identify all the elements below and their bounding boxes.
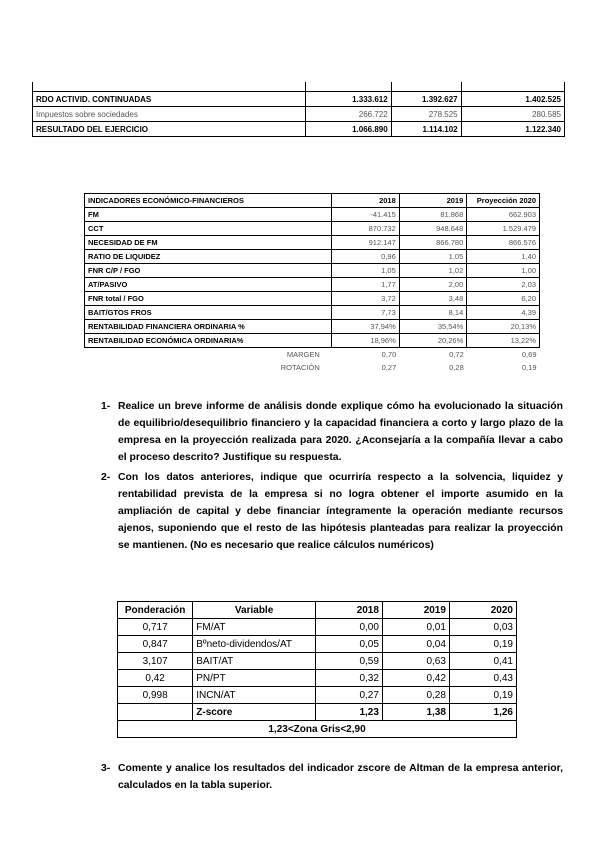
cell-2018: 0,27 — [315, 687, 382, 704]
cell-2019: 0,04 — [382, 636, 449, 653]
header-variable: Variable — [193, 602, 316, 619]
cell-ponderacion: 0,998 — [118, 687, 193, 704]
table-row — [118, 687, 517, 704]
cell-2019: 3,48 — [399, 292, 467, 306]
header-2018: 2018 — [332, 194, 400, 208]
cell-2019: 1,02 — [399, 264, 467, 278]
cell-2020: 0,19 — [449, 636, 516, 653]
cell-2020: 1.402.525 — [461, 92, 564, 107]
row-label: AT/PASIVO — [85, 278, 332, 292]
table-row — [85, 361, 540, 374]
table-row — [118, 653, 517, 670]
cell-2018: 1.333.612 — [305, 92, 391, 107]
header-label: INDICADORES ECONÓMICO-FINANCIEROS — [85, 194, 332, 208]
cell-variable: PN/PT — [193, 670, 316, 687]
header-ponderacion: Ponderación — [118, 602, 193, 619]
table-row — [85, 278, 540, 292]
zone-label: 1,23<Zona Gris<2,90 — [118, 721, 517, 738]
row-label: FM — [85, 208, 332, 222]
question-text: Comente y analice los resultados del indicador zscore de Altman de la empresa anterior, calculados en la tabla superior. — [118, 763, 563, 791]
row-label: RENTABILIDAD ECONÓMICA ORDINARIA% — [85, 334, 332, 348]
row-label: FNR C/P / FGO — [85, 264, 332, 278]
table-row — [85, 320, 540, 334]
cell-variable: INCN/AT — [193, 687, 316, 704]
question-number: 1- — [101, 401, 111, 412]
row-label: ROTACIÓN — [280, 363, 320, 372]
cell-2019: 278.525 — [391, 107, 461, 122]
row-label: RENTABILIDAD FINANCIERA ORDINARIA % — [85, 320, 332, 334]
cell-2019: 1.114.102 — [391, 122, 461, 137]
cell-2018: 0,27 — [381, 363, 397, 372]
table-row — [85, 334, 540, 348]
cell-2019: 20,26% — [399, 334, 467, 348]
cell-2020: 866.576 — [467, 236, 540, 250]
zone-row — [118, 721, 517, 738]
header-2020: Proyección 2020 — [467, 194, 540, 208]
row-label: FNR total / FGO — [85, 292, 332, 306]
question-3 — [101, 760, 563, 796]
results-table — [32, 82, 565, 137]
zscore-label: Z-score — [193, 704, 316, 721]
indicators-table — [84, 193, 540, 374]
zscore-row — [118, 704, 517, 721]
cell-2018: 1.066.890 — [305, 122, 391, 137]
cell-2020: 0,41 — [449, 653, 516, 670]
cell-2018: 0,70 — [381, 350, 397, 359]
cell-2018: -41.415 — [332, 208, 400, 222]
cell-2019: 8,14 — [399, 306, 467, 320]
question-text: Realice un breve informe de análisis donde explique cómo ha evolucionado la situación de equilibrio/desequilibrio financiero y la capacidad financiera a corto y largo plazo de la empresa en la proyección realizada para 2020. ¿Aconsejaría a la compañía llevar a cabo el proceso descrito? Justifique su respuesta. — [118, 401, 563, 463]
cell-2018: 0,96 — [332, 250, 400, 264]
table-row — [85, 348, 540, 362]
cell-2018: 3,72 — [332, 292, 400, 306]
row-label: BAIT/GTOS FROS — [85, 306, 332, 320]
row-label: CCT — [85, 222, 332, 236]
table-header-row — [85, 194, 540, 208]
question-1 — [101, 398, 563, 468]
cell-2019: 1,05 — [399, 250, 467, 264]
cell-2020: 662.903 — [467, 208, 540, 222]
cell-2020: 0,19 — [521, 363, 537, 372]
cell-2018: 0,00 — [315, 619, 382, 636]
cell-2018: 912.147 — [332, 236, 400, 250]
table-row — [33, 122, 565, 137]
table-row — [85, 222, 540, 236]
cell-2019: 0,28 — [449, 363, 464, 372]
cell-2018: 1,77 — [332, 278, 400, 292]
cell-2020: 4,39 — [467, 306, 540, 320]
table-header-row — [118, 602, 517, 619]
question-2 — [101, 469, 563, 555]
cell-2020: 1.122.340 — [461, 122, 564, 137]
cell-2020: 20,13% — [467, 320, 540, 334]
cell-2018: 0,32 — [315, 670, 382, 687]
cell-2019: 866.780 — [399, 236, 467, 250]
cell-2019: 81.868 — [399, 208, 467, 222]
question-text: Con los datos anteriores, indique que ocurriría respecto a la solvencia, liquidez y rentabilidad prevista de la empresa si no logra obtener el importe asumido en la ampliación de capital y debe financiar íntegramente la operación mediante recursos ajenos, suponiendo que el resto de las hipótesis planteadas para realizar la proyección se mantienen. (No es necesario que realice cálculos numéricos) — [118, 472, 563, 551]
table-row — [33, 92, 565, 107]
cell-ponderacion: 0,42 — [118, 670, 193, 687]
zscore-2019: 1,38 — [382, 704, 449, 721]
cell-2019: 0,72 — [449, 350, 464, 359]
cell-2020: 1,40 — [467, 250, 540, 264]
cell-2020: 1,00 — [467, 264, 540, 278]
cell-2020: 0,43 — [449, 670, 516, 687]
cell-2019: 0,28 — [382, 687, 449, 704]
header-2019: 2019 — [382, 602, 449, 619]
table-row — [85, 306, 540, 320]
cell-2019: 35,54% — [399, 320, 467, 334]
table-row — [85, 236, 540, 250]
table-row — [33, 107, 565, 122]
row-label: RATIO DE LIQUIDEZ — [85, 250, 332, 264]
cell-ponderacion: 0,717 — [118, 619, 193, 636]
cell-2018: 0,59 — [315, 653, 382, 670]
table-row — [85, 264, 540, 278]
cell-2019: 0,42 — [382, 670, 449, 687]
row-label: MARGEN — [286, 350, 320, 359]
cell-ponderacion: 0,847 — [118, 636, 193, 653]
cell-2020: 6,20 — [467, 292, 540, 306]
table-row — [85, 208, 540, 222]
row-label: Impuestos sobre sociedades — [33, 107, 306, 122]
table-row — [85, 292, 540, 306]
row-label: RESULTADO DEL EJERCICIO — [33, 122, 306, 137]
cell-2018: 18,96% — [332, 334, 400, 348]
cell-2019: 2,00 — [399, 278, 467, 292]
zscore-2020: 1,26 — [449, 704, 516, 721]
cell-2020: 2,03 — [467, 278, 540, 292]
zscore-2018: 1,23 — [315, 704, 382, 721]
cell-2018: 1,05 — [332, 264, 400, 278]
question-number: 2- — [101, 472, 111, 483]
cell-2019: 0,63 — [382, 653, 449, 670]
table-row — [118, 636, 517, 653]
cell-2020: 280.585 — [461, 107, 564, 122]
row-label: NECESIDAD DE FM — [85, 236, 332, 250]
altman-zscore-table — [117, 601, 517, 738]
cell-2019: 1.392.627 — [391, 92, 461, 107]
header-2019: 2019 — [399, 194, 467, 208]
header-2020: 2020 — [449, 602, 516, 619]
cell-2018: 37,94% — [332, 320, 400, 334]
cell-variable: FM/AT — [193, 619, 316, 636]
table-row — [118, 619, 517, 636]
cell-2019: 0,01 — [382, 619, 449, 636]
question-number: 3- — [101, 763, 111, 774]
cell-2018: 0,05 — [315, 636, 382, 653]
cell-2020: 0,03 — [449, 619, 516, 636]
cell-2018: 7,73 — [332, 306, 400, 320]
cell-2018: 266.722 — [305, 107, 391, 122]
table-row — [85, 250, 540, 264]
row-label: RDO ACTIVID. CONTINUADAS — [33, 92, 306, 107]
cell-2019: 948.648 — [399, 222, 467, 236]
cell-2020: 1.529.479 — [467, 222, 540, 236]
cell-2020: 0,69 — [521, 350, 537, 359]
table-spacer — [33, 82, 565, 92]
cell-variable: Bºneto-dividendos/AT — [193, 636, 316, 653]
cell-2018: 870.732 — [332, 222, 400, 236]
cell-ponderacion: 3,107 — [118, 653, 193, 670]
cell-2020: 13,22% — [467, 334, 540, 348]
table-row — [118, 670, 517, 687]
header-2018: 2018 — [315, 602, 382, 619]
cell-2020: 0,19 — [449, 687, 516, 704]
cell-variable: BAIT/AT — [193, 653, 316, 670]
